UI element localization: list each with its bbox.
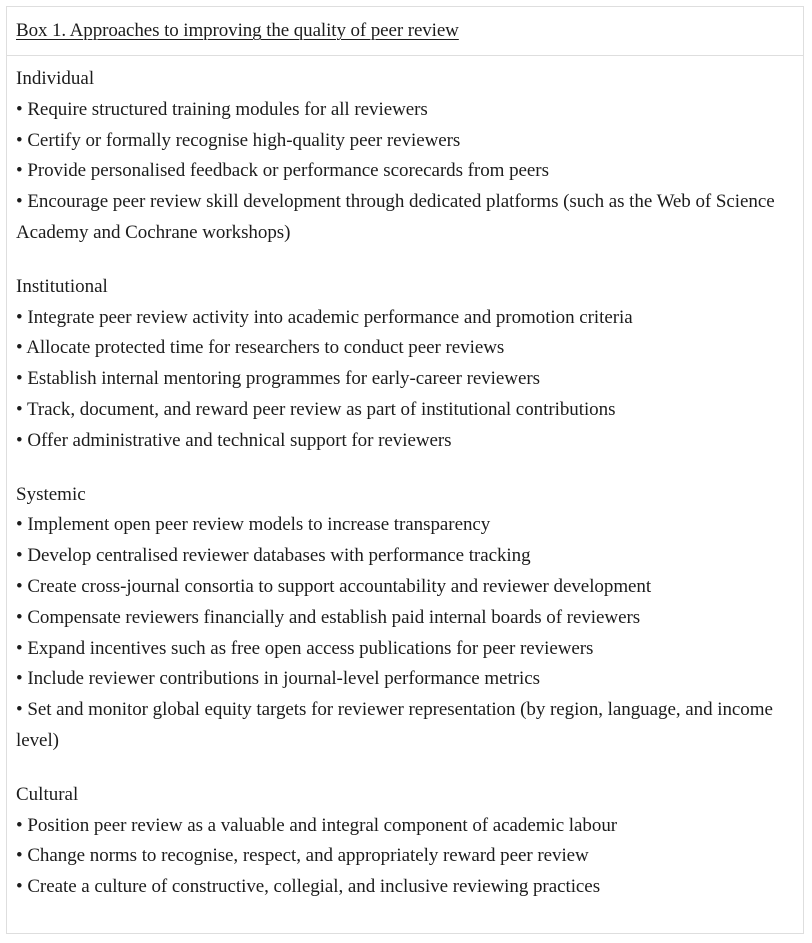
list-item <box>16 634 791 665</box>
list-item <box>16 126 791 157</box>
list-item-text: Allocate protected time for researchers to conduct peer reviews <box>26 337 505 359</box>
bullet-icon: • <box>16 606 23 628</box>
list-item <box>16 187 791 249</box>
list-item-text: Establish internal mentoring programmes for early-career reviewers <box>27 368 540 390</box>
list-item <box>16 510 791 541</box>
list-item-text: Create a culture of constructive, collegial, and inclusive reviewing practices <box>27 876 601 898</box>
list-item-text: Track, document, and reward peer review as part of institutional contributions <box>26 398 616 420</box>
list-item-text: Implement open peer review models to increase transparency <box>27 514 491 536</box>
section-systemic <box>16 480 791 757</box>
list-item-text: Certify or formally recognise high-quality peer reviewers <box>27 129 461 151</box>
list-item <box>16 303 791 334</box>
bullet-icon: • <box>16 637 23 659</box>
bullet-icon: • <box>16 876 23 898</box>
bullet-icon: • <box>16 129 23 151</box>
bullet-icon: • <box>16 545 23 567</box>
bullet-icon: • <box>16 575 23 597</box>
list-item <box>16 664 791 695</box>
list-item <box>16 364 791 395</box>
box-body <box>7 56 803 903</box>
list-item <box>16 541 791 572</box>
bullet-icon: • <box>16 191 23 213</box>
bullet-icon: • <box>16 699 23 721</box>
box-header <box>7 7 803 56</box>
section-heading: Individual <box>16 68 95 89</box>
section-heading: Cultural <box>16 783 79 805</box>
list-item <box>16 333 791 364</box>
box-1 <box>6 6 804 934</box>
list-item-text: Set and monitor global equity targets for reviewer representation (by region, language, and income level) <box>16 699 773 751</box>
list-item-text: Develop centralised reviewer databases with performance tracking <box>27 545 531 567</box>
bullet-icon: • <box>16 398 23 420</box>
list-item <box>16 156 791 187</box>
bullet-icon: • <box>16 814 23 836</box>
section-heading: Systemic <box>16 483 86 505</box>
list-item-text: Create cross-journal consortia to support accountability and reviewer development <box>27 575 652 597</box>
bullet-icon: • <box>16 98 23 120</box>
section-individual <box>16 64 791 249</box>
list-item-text: Offer administrative and technical support for reviewers <box>27 429 452 451</box>
list-item-text: Provide personalised feedback or performance scorecards from peers <box>27 160 549 182</box>
bullet-icon: • <box>16 337 23 359</box>
list-item <box>16 695 791 757</box>
list-item <box>16 603 791 634</box>
list-item <box>16 95 791 126</box>
list-item <box>16 395 791 426</box>
list-item-text: Encourage peer review skill development through dedicated platforms (such as the Web of Science Academy and Cochrane workshops) <box>16 191 775 243</box>
list-item <box>16 426 791 457</box>
list-item-text: Change norms to recognise, respect, and appropriately reward peer review <box>27 845 589 867</box>
bullet-icon: • <box>16 429 23 451</box>
section-institutional <box>16 272 791 457</box>
bullet-icon: • <box>16 368 23 390</box>
list-item <box>16 811 791 842</box>
list-item-text: Expand incentives such as free open access publications for peer reviewers <box>27 637 594 659</box>
bullet-icon: • <box>16 845 23 867</box>
bullet-icon: • <box>16 668 23 690</box>
bullet-icon: • <box>16 514 23 536</box>
list-item-text: Include reviewer contributions in journal-level performance metrics <box>27 668 540 690</box>
list-item <box>16 572 791 603</box>
list-item <box>16 872 791 903</box>
bullet-icon: • <box>16 306 23 328</box>
list-item-text: Require structured training modules for all reviewers <box>27 98 428 120</box>
list-item-text: Integrate peer review activity into academic performance and promotion criteria <box>27 306 633 328</box>
bullet-icon: • <box>16 160 23 182</box>
box-title[interactable]: Box 1. Approaches to improving the quality of peer review <box>16 20 459 41</box>
list-item-text: Compensate reviewers financially and establish paid internal boards of reviewers <box>27 606 641 628</box>
list-item <box>16 841 791 872</box>
list-item-text: Position peer review as a valuable and integral component of academic labour <box>27 814 618 836</box>
section-heading: Institutional <box>16 275 108 297</box>
section-cultural <box>16 780 791 903</box>
